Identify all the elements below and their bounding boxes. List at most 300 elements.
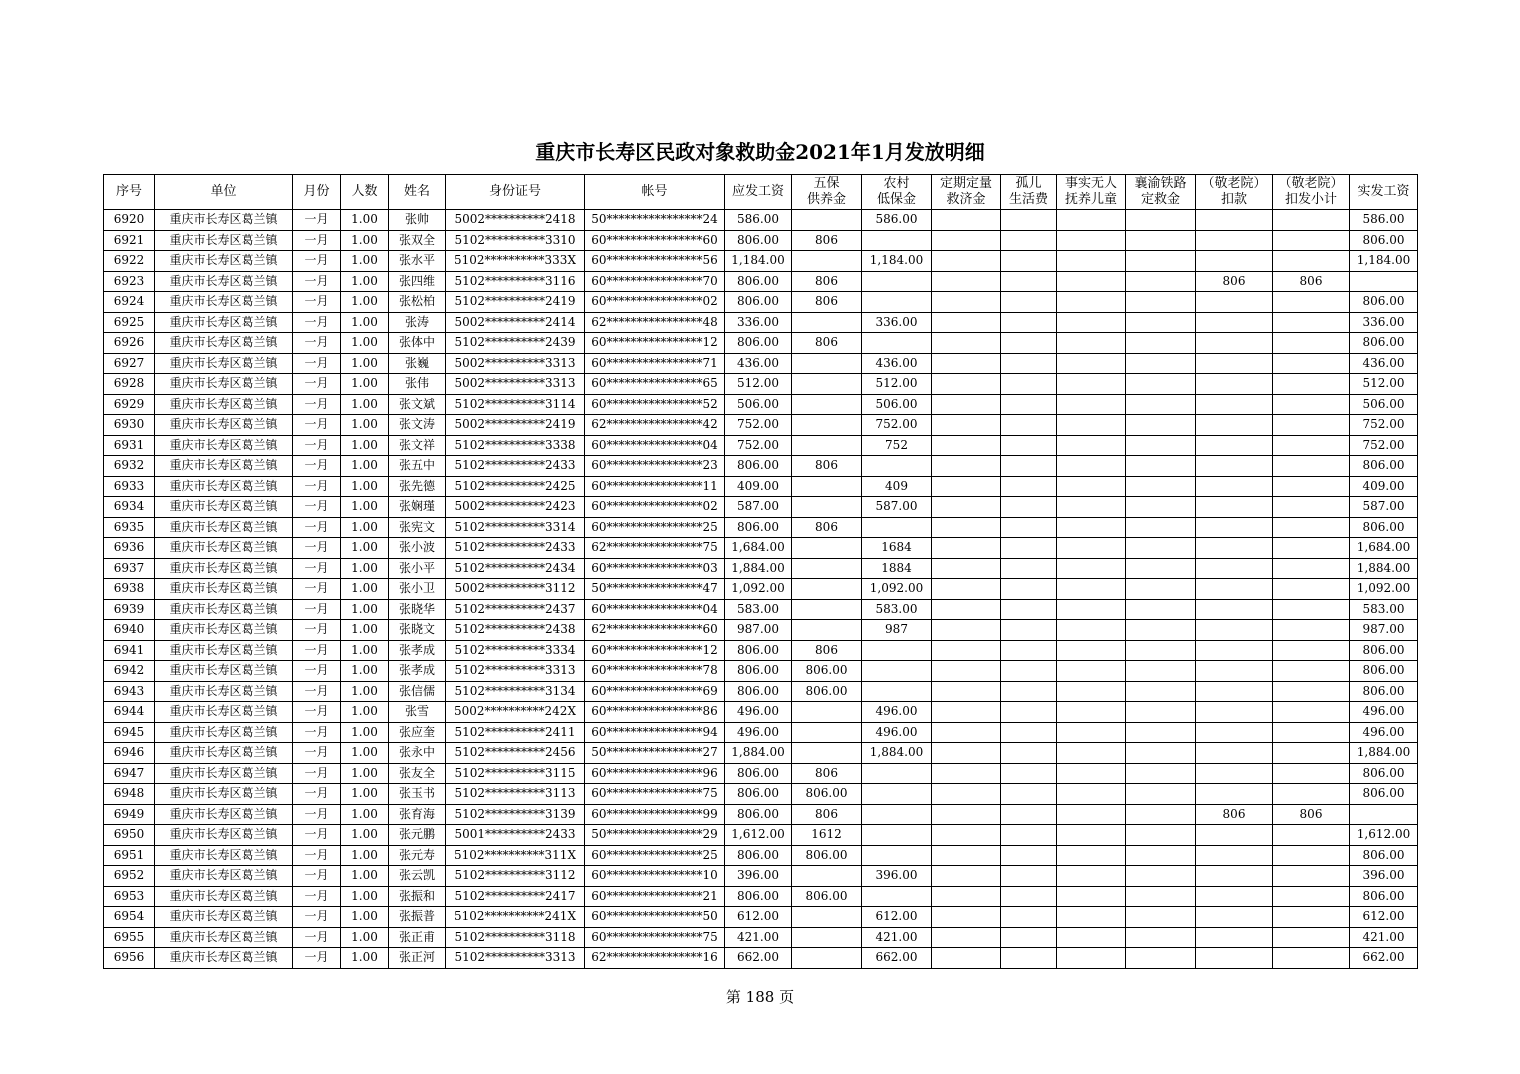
cell-dibao [862,681,932,702]
cell-nursing-subtotal [1273,866,1350,887]
cell-actual-pay: 752.00 [1350,415,1418,436]
cell-month: 一月 [293,661,341,682]
cell-actual-pay: 586.00 [1350,210,1418,231]
cell-seq: 6953 [104,886,155,907]
cell-id-number: 5102**********3114 [446,394,585,415]
cell-account: 60****************94 [585,722,725,743]
cell-actual-pay: 806.00 [1350,456,1418,477]
cell-dingqi [932,333,1001,354]
cell-payable: 1,612.00 [725,825,792,846]
cell-dingqi [932,948,1001,969]
cell-wubao [792,210,862,231]
cell-nursing-deduct [1196,312,1273,333]
table-body [104,210,1418,969]
column-header: 农村 低保金 [862,175,932,210]
cell-nursing-subtotal [1273,825,1350,846]
cell-unit: 重庆市长寿区葛兰镇 [155,251,293,272]
cell-actual-pay: 512.00 [1350,374,1418,395]
cell-month: 一月 [293,271,341,292]
cell-dibao: 512.00 [862,374,932,395]
table-row [104,517,1418,538]
cell-account: 62****************48 [585,312,725,333]
cell-seq: 6940 [104,620,155,641]
cell-xiangyu [1126,538,1196,559]
cell-account: 60****************96 [585,763,725,784]
cell-account: 60****************03 [585,558,725,579]
cell-orphan [1001,702,1057,723]
cell-wubao [792,743,862,764]
cell-payable: 662.00 [725,948,792,969]
cell-nursing-subtotal [1273,948,1350,969]
cell-nursing-subtotal [1273,538,1350,559]
cell-nursing-deduct [1196,763,1273,784]
cell-dibao: 1,092.00 [862,579,932,600]
column-header: 姓名 [389,175,446,210]
cell-nursing-subtotal [1273,456,1350,477]
cell-nursing-subtotal [1273,845,1350,866]
cell-nursing-subtotal [1273,927,1350,948]
cell-dingqi [932,435,1001,456]
cell-count: 1.00 [341,558,389,579]
cell-actual-pay: 506.00 [1350,394,1418,415]
cell-dingqi [932,763,1001,784]
cell-dingqi [932,804,1001,825]
cell-id-number: 5102**********3314 [446,517,585,538]
cell-seq: 6924 [104,292,155,313]
table-row [104,292,1418,313]
cell-orphan [1001,333,1057,354]
cell-id-number: 5001**********2433 [446,825,585,846]
cell-count: 1.00 [341,435,389,456]
cell-dingqi [932,374,1001,395]
cell-id-number: 5002**********2419 [446,415,585,436]
cell-count: 1.00 [341,927,389,948]
cell-name: 张晓华 [389,599,446,620]
cell-wubao: 806.00 [792,886,862,907]
cell-actual-pay: 587.00 [1350,497,1418,518]
cell-nursing-subtotal [1273,476,1350,497]
cell-id-number: 5002**********3112 [446,579,585,600]
cell-dibao: 1684 [862,538,932,559]
cell-seq: 6944 [104,702,155,723]
cell-account: 60****************04 [585,599,725,620]
cell-seq: 6955 [104,927,155,948]
cell-dibao: 336.00 [862,312,932,333]
cell-nursing-subtotal [1273,230,1350,251]
cell-id-number: 5102**********3310 [446,230,585,251]
cell-name: 张文斌 [389,394,446,415]
cell-month: 一月 [293,312,341,333]
cell-nursing-deduct [1196,415,1273,436]
cell-dingqi [932,292,1001,313]
cell-dingqi [932,476,1001,497]
cell-account: 60****************11 [585,476,725,497]
cell-dingqi [932,681,1001,702]
cell-name: 张友全 [389,763,446,784]
cell-payable: 396.00 [725,866,792,887]
cell-dingqi [932,886,1001,907]
cell-xiangyu [1126,866,1196,887]
cell-nursing-subtotal [1273,251,1350,272]
cell-actual-pay: 396.00 [1350,866,1418,887]
cell-nursing-subtotal [1273,312,1350,333]
cell-name: 张晓文 [389,620,446,641]
cell-seq: 6950 [104,825,155,846]
cell-dibao [862,333,932,354]
cell-id-number: 5102**********3112 [446,866,585,887]
cell-dingqi [932,210,1001,231]
cell-payable: 806.00 [725,886,792,907]
cell-nursing-subtotal [1273,599,1350,620]
table-row [104,886,1418,907]
cell-month: 一月 [293,476,341,497]
cell-dibao [862,292,932,313]
table-row [104,661,1418,682]
cell-nursing-deduct [1196,333,1273,354]
cell-count: 1.00 [341,620,389,641]
cell-xiangyu [1126,763,1196,784]
column-header: 定期定量 救济金 [932,175,1001,210]
cell-orphan [1001,866,1057,887]
cell-nursing-deduct [1196,661,1273,682]
cell-name: 张小卫 [389,579,446,600]
cell-id-number: 5102**********2438 [446,620,585,641]
cell-month: 一月 [293,599,341,620]
cell-month: 一月 [293,251,341,272]
cell-count: 1.00 [341,866,389,887]
cell-nursing-deduct [1196,599,1273,620]
cell-account: 60****************70 [585,271,725,292]
cell-wubao [792,497,862,518]
cell-id-number: 5102**********241X [446,907,585,928]
cell-no-guardian [1057,681,1126,702]
document-title: 重庆市长寿区民政对象救助金2021年1月发放明细 [535,140,985,164]
cell-actual-pay: 612.00 [1350,907,1418,928]
column-header: 身份证号 [446,175,585,210]
cell-no-guardian [1057,415,1126,436]
table-row [104,927,1418,948]
cell-name: 张元鹏 [389,825,446,846]
cell-wubao [792,907,862,928]
cell-xiangyu [1126,230,1196,251]
cell-wubao [792,927,862,948]
cell-count: 1.00 [341,804,389,825]
column-header: 五保 供养金 [792,175,862,210]
cell-no-guardian [1057,722,1126,743]
cell-seq: 6943 [104,681,155,702]
cell-name: 张涛 [389,312,446,333]
cell-nursing-subtotal [1273,415,1350,436]
cell-dibao: 612.00 [862,907,932,928]
cell-seq: 6923 [104,271,155,292]
cell-nursing-deduct [1196,886,1273,907]
cell-nursing-deduct [1196,538,1273,559]
cell-name: 张信儒 [389,681,446,702]
cell-unit: 重庆市长寿区葛兰镇 [155,333,293,354]
table-row [104,907,1418,928]
cell-orphan [1001,517,1057,538]
cell-actual-pay [1350,271,1418,292]
cell-id-number: 5102**********2433 [446,538,585,559]
cell-month: 一月 [293,456,341,477]
cell-account: 60****************86 [585,702,725,723]
cell-id-number: 5102**********311X [446,845,585,866]
cell-account: 60****************69 [585,681,725,702]
cell-nursing-deduct [1196,374,1273,395]
cell-wubao [792,312,862,333]
cell-id-number: 5002**********2414 [446,312,585,333]
cell-wubao [792,558,862,579]
cell-xiangyu [1126,558,1196,579]
cell-count: 1.00 [341,599,389,620]
cell-wubao: 806 [792,292,862,313]
cell-xiangyu [1126,497,1196,518]
column-header: 事实无人 抚养儿童 [1057,175,1126,210]
cell-xiangyu [1126,702,1196,723]
cell-month: 一月 [293,517,341,538]
cell-nursing-deduct [1196,435,1273,456]
cell-dibao: 1,884.00 [862,743,932,764]
cell-account: 60****************12 [585,640,725,661]
table-row [104,579,1418,600]
cell-payable: 336.00 [725,312,792,333]
cell-seq: 6922 [104,251,155,272]
cell-seq: 6938 [104,579,155,600]
cell-payable: 806.00 [725,763,792,784]
cell-seq: 6926 [104,333,155,354]
table-row [104,230,1418,251]
cell-unit: 重庆市长寿区葛兰镇 [155,599,293,620]
cell-id-number: 5102**********333X [446,251,585,272]
cell-nursing-subtotal [1273,620,1350,641]
cell-payable: 752.00 [725,415,792,436]
cell-nursing-deduct [1196,558,1273,579]
cell-month: 一月 [293,743,341,764]
cell-wubao: 806 [792,456,862,477]
cell-seq: 6952 [104,866,155,887]
cell-unit: 重庆市长寿区葛兰镇 [155,353,293,374]
cell-count: 1.00 [341,230,389,251]
cell-account: 62****************60 [585,620,725,641]
cell-account: 60****************10 [585,866,725,887]
cell-payable: 806.00 [725,845,792,866]
cell-no-guardian [1057,620,1126,641]
cell-actual-pay: 806.00 [1350,640,1418,661]
cell-orphan [1001,312,1057,333]
cell-nursing-deduct: 806 [1196,271,1273,292]
cell-nursing-deduct [1196,948,1273,969]
cell-month: 一月 [293,415,341,436]
cell-id-number: 5102**********2437 [446,599,585,620]
cell-actual-pay: 1,884.00 [1350,558,1418,579]
cell-orphan [1001,907,1057,928]
cell-seq: 6947 [104,763,155,784]
cell-id-number: 5102**********3139 [446,804,585,825]
cell-account: 60****************75 [585,784,725,805]
cell-seq: 6937 [104,558,155,579]
cell-unit: 重庆市长寿区葛兰镇 [155,374,293,395]
cell-unit: 重庆市长寿区葛兰镇 [155,415,293,436]
table-row [104,538,1418,559]
cell-nursing-subtotal [1273,784,1350,805]
cell-nursing-deduct: 806 [1196,804,1273,825]
cell-orphan [1001,804,1057,825]
cell-no-guardian [1057,210,1126,231]
cell-payable: 806.00 [725,292,792,313]
cell-no-guardian [1057,456,1126,477]
cell-dingqi [932,661,1001,682]
cell-seq: 6936 [104,538,155,559]
cell-count: 1.00 [341,517,389,538]
cell-seq: 6942 [104,661,155,682]
cell-month: 一月 [293,640,341,661]
cell-seq: 6939 [104,599,155,620]
cell-nursing-subtotal [1273,292,1350,313]
table-row [104,558,1418,579]
cell-unit: 重庆市长寿区葛兰镇 [155,948,293,969]
cell-month: 一月 [293,784,341,805]
cell-nursing-deduct [1196,640,1273,661]
cell-nursing-subtotal [1273,886,1350,907]
cell-dingqi [932,702,1001,723]
cell-id-number: 5102**********2411 [446,722,585,743]
cell-account: 50****************24 [585,210,725,231]
cell-no-guardian [1057,333,1126,354]
cell-nursing-deduct [1196,394,1273,415]
cell-unit: 重庆市长寿区葛兰镇 [155,743,293,764]
cell-no-guardian [1057,230,1126,251]
cell-seq: 6948 [104,784,155,805]
cell-wubao [792,538,862,559]
cell-id-number: 5102**********3134 [446,681,585,702]
cell-actual-pay: 1,092.00 [1350,579,1418,600]
cell-nursing-deduct [1196,825,1273,846]
cell-account: 60****************21 [585,886,725,907]
cell-xiangyu [1126,292,1196,313]
cell-name: 张振普 [389,907,446,928]
cell-account: 60****************23 [585,456,725,477]
cell-nursing-subtotal [1273,435,1350,456]
cell-no-guardian [1057,394,1126,415]
cell-id-number: 5102**********3113 [446,784,585,805]
cell-xiangyu [1126,415,1196,436]
cell-nursing-subtotal [1273,661,1350,682]
cell-actual-pay: 496.00 [1350,722,1418,743]
cell-seq: 6930 [104,415,155,436]
cell-xiangyu [1126,435,1196,456]
cell-name: 张巍 [389,353,446,374]
cell-orphan [1001,456,1057,477]
cell-count: 1.00 [341,251,389,272]
cell-actual-pay: 1,884.00 [1350,743,1418,764]
cell-count: 1.00 [341,476,389,497]
table-row [104,374,1418,395]
cell-payable: 806.00 [725,784,792,805]
cell-dibao: 1884 [862,558,932,579]
cell-dibao: 506.00 [862,394,932,415]
cell-count: 1.00 [341,497,389,518]
cell-seq: 6946 [104,743,155,764]
cell-name: 张正甫 [389,927,446,948]
cell-dingqi [932,456,1001,477]
cell-no-guardian [1057,538,1126,559]
cell-payable: 806.00 [725,456,792,477]
cell-actual-pay [1350,804,1418,825]
cell-count: 1.00 [341,210,389,231]
cell-nursing-subtotal [1273,353,1350,374]
cell-name: 张云凯 [389,866,446,887]
column-header: 人数 [341,175,389,210]
cell-id-number: 5102**********2456 [446,743,585,764]
cell-month: 一月 [293,948,341,969]
cell-nursing-subtotal [1273,763,1350,784]
table-row [104,210,1418,231]
cell-id-number: 5002**********3313 [446,353,585,374]
cell-unit: 重庆市长寿区葛兰镇 [155,620,293,641]
cell-no-guardian [1057,907,1126,928]
cell-name: 张四维 [389,271,446,292]
cell-month: 一月 [293,435,341,456]
cell-orphan [1001,394,1057,415]
cell-nursing-subtotal [1273,579,1350,600]
cell-actual-pay: 806.00 [1350,681,1418,702]
cell-no-guardian [1057,886,1126,907]
column-header: 序号 [104,175,155,210]
cell-dibao: 662.00 [862,948,932,969]
cell-dingqi [932,907,1001,928]
cell-month: 一月 [293,804,341,825]
cell-dingqi [932,230,1001,251]
cell-no-guardian [1057,251,1126,272]
cell-count: 1.00 [341,948,389,969]
table-row [104,948,1418,969]
cell-orphan [1001,743,1057,764]
cell-nursing-subtotal [1273,333,1350,354]
cell-xiangyu [1126,312,1196,333]
cell-payable: 496.00 [725,702,792,723]
cell-account: 62****************42 [585,415,725,436]
cell-no-guardian [1057,825,1126,846]
cell-dingqi [932,251,1001,272]
cell-dingqi [932,722,1001,743]
cell-unit: 重庆市长寿区葛兰镇 [155,866,293,887]
cell-seq: 6949 [104,804,155,825]
cell-payable: 806.00 [725,271,792,292]
cell-name: 张伟 [389,374,446,395]
cell-unit: 重庆市长寿区葛兰镇 [155,271,293,292]
cell-account: 60****************75 [585,927,725,948]
cell-payable: 512.00 [725,374,792,395]
cell-no-guardian [1057,271,1126,292]
cell-payable: 806.00 [725,681,792,702]
cell-name: 张体中 [389,333,446,354]
cell-xiangyu [1126,845,1196,866]
cell-name: 张娴瑾 [389,497,446,518]
cell-count: 1.00 [341,640,389,661]
cell-count: 1.00 [341,333,389,354]
cell-dingqi [932,538,1001,559]
cell-orphan [1001,927,1057,948]
cell-dibao [862,230,932,251]
cell-wubao: 806.00 [792,845,862,866]
cell-unit: 重庆市长寿区葛兰镇 [155,312,293,333]
cell-id-number: 5102**********3313 [446,948,585,969]
cell-unit: 重庆市长寿区葛兰镇 [155,497,293,518]
cell-unit: 重庆市长寿区葛兰镇 [155,456,293,477]
cell-count: 1.00 [341,661,389,682]
cell-unit: 重庆市长寿区葛兰镇 [155,640,293,661]
cell-actual-pay: 806.00 [1350,230,1418,251]
